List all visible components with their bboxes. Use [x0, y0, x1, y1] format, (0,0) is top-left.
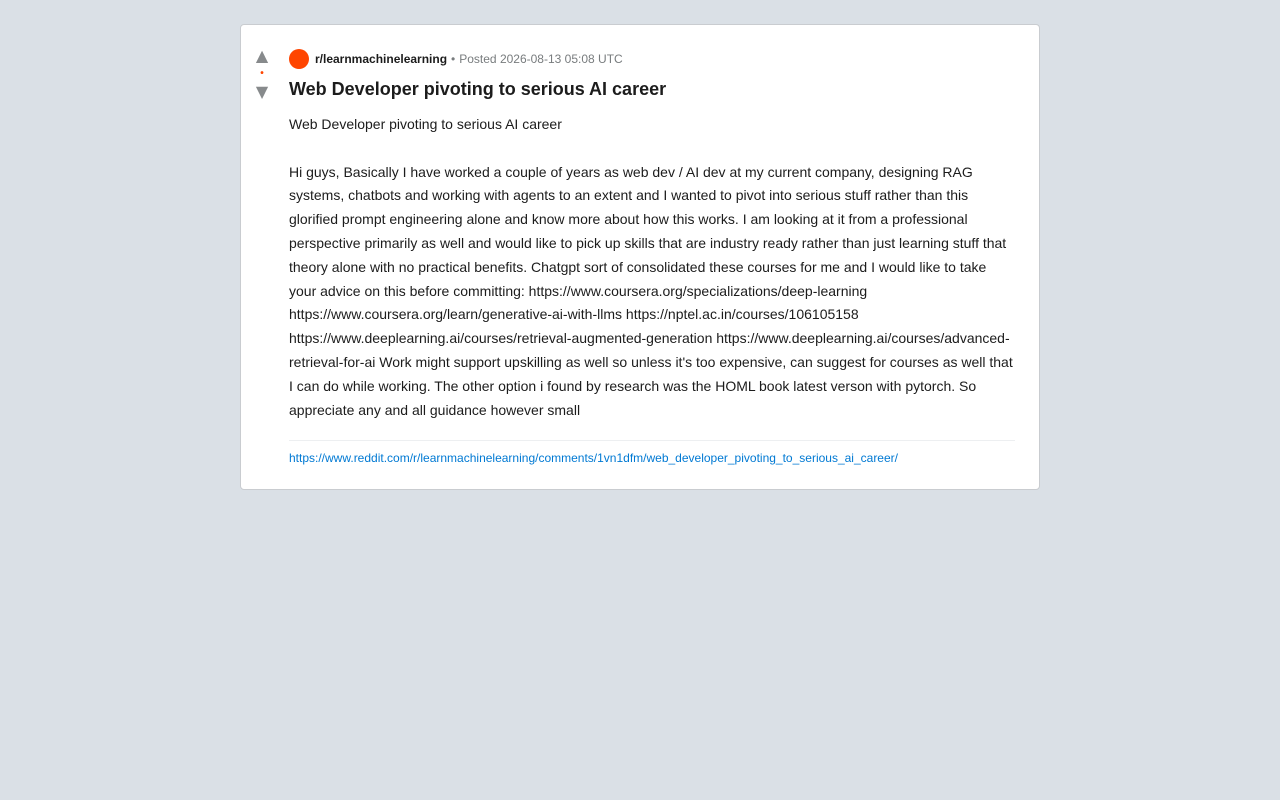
post-timestamp: Posted 2026-08-13 05:08 UTC [459, 52, 623, 66]
post-card [240, 24, 1040, 490]
meta-separator: • [451, 52, 456, 66]
post-body: Web Developer pivoting to serious AI career Hi guys, Basically I have worked a couple of years as web dev / AI dev at my current company, designing RAG systems, chatbots and working with agents to an extent and I wanted to pivot into serious stuff rather than this glorified prompt engineering alone and know more about how this works. I am looking at it from a professional perspective primarily as well and would like to pick up skills that are industry ready rather than just learning stuff that theory alone with no practical benefits. Chatgpt sort of consolidated these courses for me and I would like to take your advice on this before committing: https://www.coursera.org/specializations/deep-learning https://www.coursera.org/learn/generative-ai-with-llms https://nptel.ac.in/courses/106105158 https://www.deeplearning.ai/courses/retrieval-augmented-generation https://www.deeplearning.ai/courses/advanced-retrieval-for-ai Work might support upskilling as well so unless it's too expensive, can suggest for courses as well that I can do while working. The other option i found by research was the HOML book latest verson with pytorch. So appreciate any and all guidance however small [289, 116, 1013, 418]
post-meta [289, 49, 1015, 69]
upvote-arrow-icon[interactable]: ▲ [255, 46, 269, 65]
post-footer [289, 440, 1015, 465]
vote-score: • [260, 68, 264, 79]
vote-column [241, 47, 283, 101]
post-title[interactable]: Web Developer pivoting to serious AI career [289, 79, 667, 99]
downvote-arrow-icon[interactable]: ▼ [255, 82, 269, 101]
subreddit-name[interactable]: r/learnmachinelearning [315, 52, 448, 66]
post-permalink[interactable]: https://www.reddit.com/r/learnmachinelearning/comments/1vn1dfm/web_developer_pivoting_to_serious_ai_career/ [289, 451, 898, 466]
post-content [289, 49, 1015, 465]
subreddit-avatar-icon[interactable] [289, 49, 309, 69]
